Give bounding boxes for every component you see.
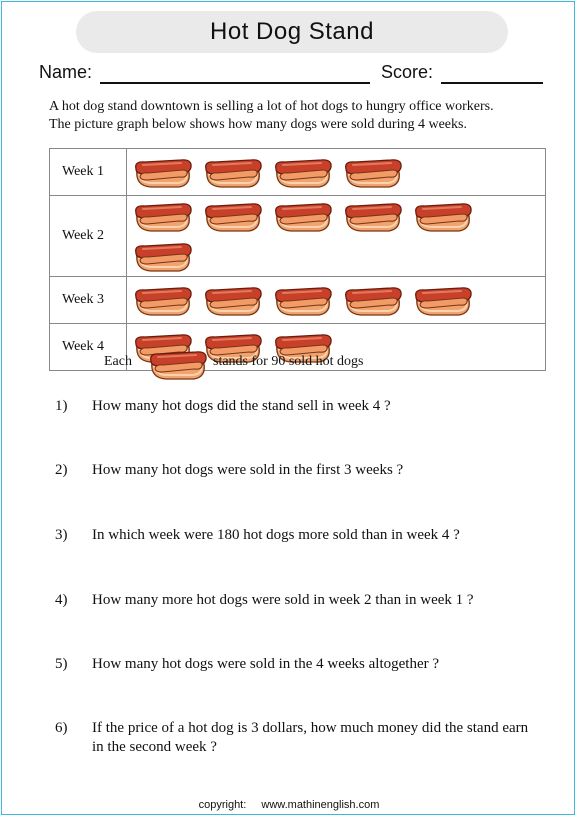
hot-dog-icon — [271, 196, 333, 236]
copyright-label: copyright: — [198, 799, 247, 811]
graph-row — [50, 149, 546, 196]
hot-dog-icon — [271, 152, 333, 192]
worksheet-title: Hot Dog Stand — [76, 11, 508, 53]
hot-dog-icon — [411, 280, 473, 320]
intro-line-1: A hot dog stand downtown is selling a lot of hot dogs to hungry office workers. — [49, 99, 494, 114]
question-number: 1) — [55, 398, 68, 414]
score-blank-line — [441, 82, 543, 84]
hot-dog-icon — [201, 280, 263, 320]
legend-stands-label: stands for 90 sold hot dogs — [213, 354, 364, 369]
hot-dog-icons — [127, 196, 546, 277]
hot-dog-icon — [131, 280, 193, 320]
week-label: Week 4 — [50, 324, 127, 371]
hot-dog-icon — [131, 236, 193, 276]
graph-row — [50, 277, 546, 324]
hot-dog-icon — [341, 196, 403, 236]
question-text: In which week were 180 hot dogs more sold than in week 4 ? — [92, 527, 460, 543]
name-score-row — [39, 62, 545, 86]
question-number: 5) — [55, 656, 68, 672]
question-text: How many hot dogs were sold in the first 3 weeks ? — [92, 462, 404, 478]
question-text: If the price of a hot dog is 3 dollars, how much money did the stand earn in the second week ? — [92, 720, 529, 755]
question-text: How many hot dogs did the stand sell in week 4 ? — [92, 398, 391, 414]
week-label: Week 1 — [50, 149, 127, 196]
question-text: How many more hot dogs were sold in week 2 than in week 1 ? — [92, 592, 474, 608]
question-text: How many hot dogs were sold in the 4 weeks altogether ? — [92, 656, 439, 672]
hot-dog-icon — [271, 280, 333, 320]
hot-dog-icon — [131, 152, 193, 192]
question-number: 4) — [55, 592, 68, 608]
hot-dog-icons — [127, 149, 546, 196]
picture-graph — [49, 148, 546, 371]
name-label: Name: — [39, 62, 93, 82]
name-blank-line — [100, 82, 370, 84]
hot-dog-icon — [146, 344, 208, 384]
question-number: 3) — [55, 527, 68, 543]
hot-dog-icon — [201, 196, 263, 236]
week-label: Week 3 — [50, 277, 127, 324]
hot-dog-icon — [411, 196, 473, 236]
hot-dog-icon — [131, 196, 193, 236]
site-link[interactable]: www.mathinenglish.com — [261, 799, 380, 811]
intro-text — [49, 98, 549, 134]
question-number: 2) — [55, 462, 68, 478]
hot-dog-icon — [341, 280, 403, 320]
question-number: 6) — [55, 720, 68, 736]
hot-dog-icons — [127, 277, 546, 324]
score-label: Score: — [381, 62, 434, 82]
hot-dog-icon — [341, 152, 403, 192]
legend-each-label: Each — [104, 354, 132, 369]
graph-row — [50, 196, 546, 277]
intro-line-2: The picture graph below shows how many dogs were sold during 4 weeks. — [49, 117, 467, 132]
footer — [2, 799, 576, 811]
week-label: Week 2 — [50, 196, 127, 277]
worksheet-page — [1, 1, 575, 815]
graph-legend — [104, 344, 424, 380]
hot-dog-icon — [201, 152, 263, 192]
